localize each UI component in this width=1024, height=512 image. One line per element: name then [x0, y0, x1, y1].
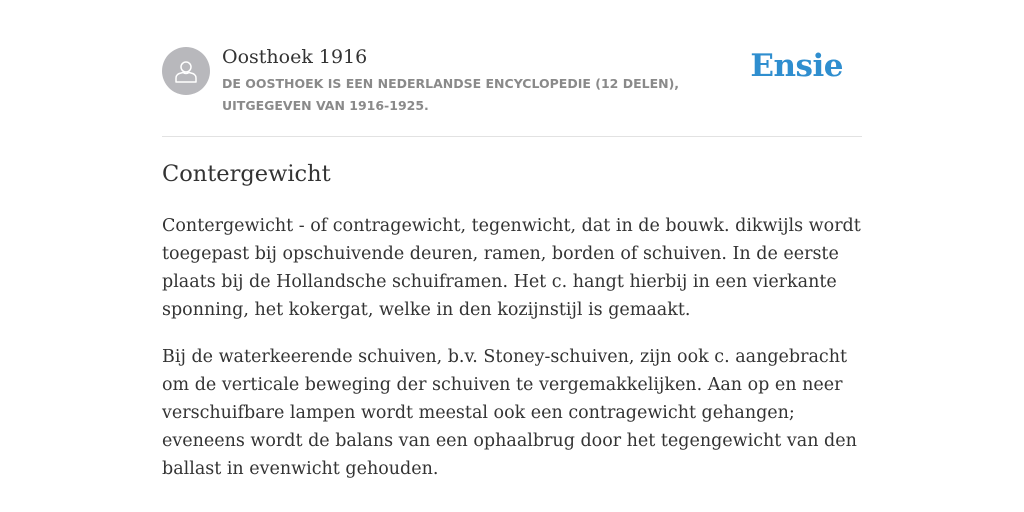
source-header — [162, 44, 862, 137]
article-title: Contergewicht — [162, 161, 331, 187]
article-paragraph: Contergewicht - of contragewicht, tegenwicht, dat in de bouwk. dikwijls wordt toegepast bij opschuivende deuren, ramen, borden of schuiven. In de eerste plaats bij de Hollandsche schuiframen. Het c. hangt hierbij in een vierkante sponning, het kokergat, welke in den kozijnstijl is gemaakt. — [162, 216, 861, 320]
avatar[interactable] — [162, 47, 210, 95]
article-paragraph: Bij de waterkeerende schuiven, b.v. Stoney-schuiven, zijn ook c. aangebracht om de verticale beweging der schuiven te vergemakkelijken. Aan op en neer verschuifbare lampen wordt meestal ook een contragewicht gehangen; eveneens wordt de balans van een ophaalbrug door het tegengewicht van den ballast in evenwicht gehouden. — [162, 347, 857, 479]
user-icon — [172, 57, 200, 85]
source-title[interactable]: Oosthoek 1916 — [222, 46, 368, 68]
article — [162, 158, 862, 483]
source-description: DE OOSTHOEK IS EEN NEDERLANDSE ENCYCLOPEDIE (12 DELEN), UITGEGEVEN VAN 1916-1925. — [222, 76, 680, 113]
ensie-logo[interactable]: Ensie — [750, 48, 843, 84]
